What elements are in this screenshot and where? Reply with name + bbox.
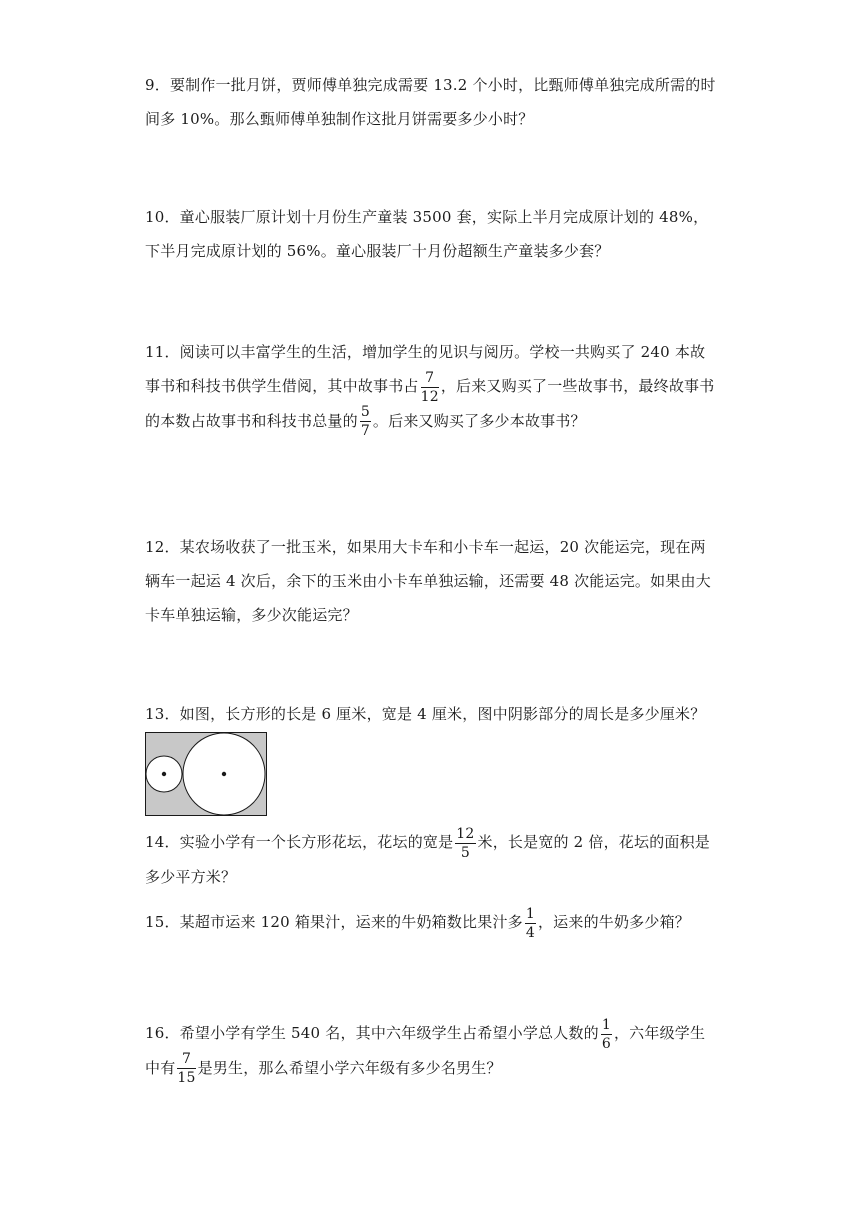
fraction-numerator: 7: [177, 1052, 195, 1069]
question-11-text-part1: 11．阅读可以丰富学生的生活，增加学生的见识与阅历。学校一共购买了 240 本故事书和科技书供学生借阅，其中故事书占: [145, 343, 706, 395]
question-10-text: 10．童心服装厂原计划十月份生产童装 3500 套，实际上半月完成原计划的 48%，下半月完成原计划的 56%。童心服装厂十月份超额生产童装多少套？: [145, 208, 709, 260]
fraction-numerator: 12: [456, 825, 475, 842]
question-14-text-part1: 14．实验小学有一个长方形花坛，花坛的宽是: [145, 833, 454, 851]
fraction-1-4: [525, 907, 536, 940]
fraction-1-6: [601, 1018, 612, 1051]
question-15: [145, 905, 720, 940]
fraction-denominator: 6: [601, 1035, 611, 1052]
question-16-text-part3: 是男生，那么希望小学六年级有多少名男生？: [197, 1058, 502, 1077]
question-16-text-part2: ，六年级学生中有: [145, 1024, 706, 1077]
fraction-denominator: 5: [460, 844, 470, 861]
fraction-12-5: [455, 827, 475, 860]
fraction-5-7: [360, 405, 371, 438]
small-circle-center: [162, 772, 166, 776]
fraction-7-12: [421, 371, 439, 404]
fraction-numerator: 5: [360, 404, 370, 420]
rectangle-circles-figure: [145, 732, 267, 816]
question-9: [145, 68, 720, 136]
question-12: [145, 530, 720, 632]
question-11-text-part3: 。后来又购买了多少本故事书？: [372, 411, 586, 430]
question-15-text-part2: ，运来的牛奶多少箱？: [537, 913, 690, 931]
fraction-numerator: 1: [601, 1016, 611, 1033]
fraction-denominator: 15: [177, 1070, 196, 1086]
question-16-text-part1: 16．希望小学有学生 540 名，其中六年级学生占希望小学总人数的: [145, 1024, 599, 1042]
fraction-numerator: 7: [421, 371, 439, 388]
question-16: [145, 1016, 720, 1085]
question-9-text: 9．要制作一批月饼，贾师傅单独完成需要 13.2 个小时，比甄师傅单独完成所需的时间多 10%。那么甄师傅单独制作这批月饼需要多少小时？: [145, 76, 716, 128]
question-13: [145, 697, 720, 731]
question-14-text-part2: 米，长是宽的 2 倍，花坛的面积是多少平方米？: [145, 833, 710, 886]
question-13-text: 13．如图，长方形的长是 6 厘米，宽是 4 厘米，图中阴影部分的周长是多少厘米？: [145, 705, 706, 723]
fraction-denominator: 7: [360, 423, 370, 439]
question-11: [145, 335, 720, 438]
question-14: [145, 825, 720, 894]
question-15-text-part1: 15．某超市运来 120 箱果汁，运来的牛奶箱数比果汁多: [145, 913, 523, 931]
fraction-7-15: [177, 1052, 195, 1085]
question-11-text-part2: ，后来又购买了一些故事书，最终故事书的本数占故事书和科技书总量的: [145, 377, 715, 430]
question-10: [145, 200, 720, 268]
large-circle-center: [222, 772, 226, 776]
question-12-text: 12．某农场收获了一批玉米，如果用大卡车和小卡车一起运，20 次能运完，现在两辆车一起运 4 次后，余下的玉米由小卡车单独运输，还需要 48 次能运完。如果由大卡车单独运输，多少次能运完？: [145, 538, 711, 624]
fraction-denominator: 4: [525, 924, 535, 941]
fraction-denominator: 12: [420, 388, 439, 405]
fraction-numerator: 1: [525, 905, 535, 922]
